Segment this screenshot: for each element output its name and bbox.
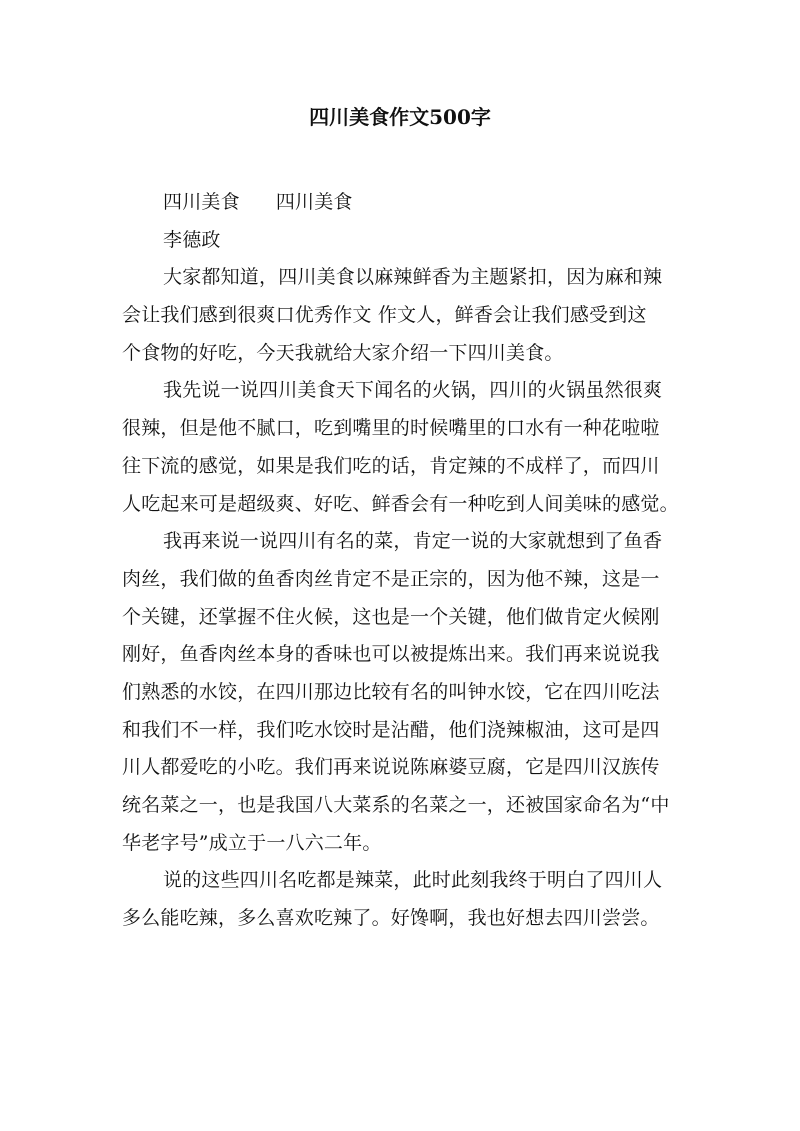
text-line: 刚好，鱼香肉丝本身的香味也可以被提炼出来。我们再来说说我 [122,643,660,666]
document-body [122,184,692,938]
text-line: 统名菜之一，也是我国八大菜系的名菜之一，还被国家命名为“中 [122,794,670,816]
text-line: 川人都爱吃的小吃。我们再来说说陈麻婆豆腐，它是四川汉族传 [122,756,660,779]
text-line: 华老字号”成立于一八六二年。 [122,831,382,854]
text-line: 个关键，还掌握不住火候，这也是一个关键，他们做肯定火候刚 [122,605,660,628]
text-line: 往下流的感觉，如果是我们吃的话，肯定辣的不成样了，而四川 [122,454,660,477]
text-line: 人吃起来可是超级爽、好吃、鲜香会有一种吃到人间美味的感觉。 [122,492,679,515]
paragraph [122,372,692,523]
paragraph [122,523,692,862]
author-name: 李德政 [163,228,221,251]
text-line: 个食物的好吃，今天我就给大家介绍一下四川美食。 [122,341,564,364]
subtitle-text: 四川美食 [275,191,353,213]
text-line: 很辣，但是他不腻口，吃到嘴里的时候嘴里的口水有一种花啦啦 [122,417,660,440]
text-line: 我再来说一说四川有名的菜，肯定一说的大家就想到了鱼香 [163,530,663,553]
subtitle-row [122,184,692,222]
text-line: 会让我们感到很爽口优秀作文 作文人，鲜香会让我们感受到这 [122,304,647,327]
paragraph [122,259,692,372]
text-line: 我先说一说四川美食天下闻名的火锅，四川的火锅虽然很爽 [163,379,663,402]
text-line: 说的这些四川名吃都是辣菜，此时此刻我终于明白了四川人 [163,869,663,892]
subtitle-text: 四川美食 [163,191,240,213]
page-title: 四川美食作文500字 [309,105,491,129]
text-line: 多么能吃辣，多么喜欢吃辣了。好馋啊，我也好想去四川尝尝。 [122,907,660,930]
text-line: 大家都知道，四川美食以麻辣鲜香为主题紧扣，因为麻和辣 [163,266,663,289]
paragraph [122,862,692,937]
text-line: 肉丝，我们做的鱼香肉丝肯定不是正宗的，因为他不辣，这是一 [122,567,660,590]
text-line: 们熟悉的水饺，在四川那边比较有名的叫钟水饺，它在四川吃法 [122,680,660,703]
text-line: 和我们不一样，我们吃水饺时是沾醋，他们浇辣椒油，这可是四 [122,718,660,741]
